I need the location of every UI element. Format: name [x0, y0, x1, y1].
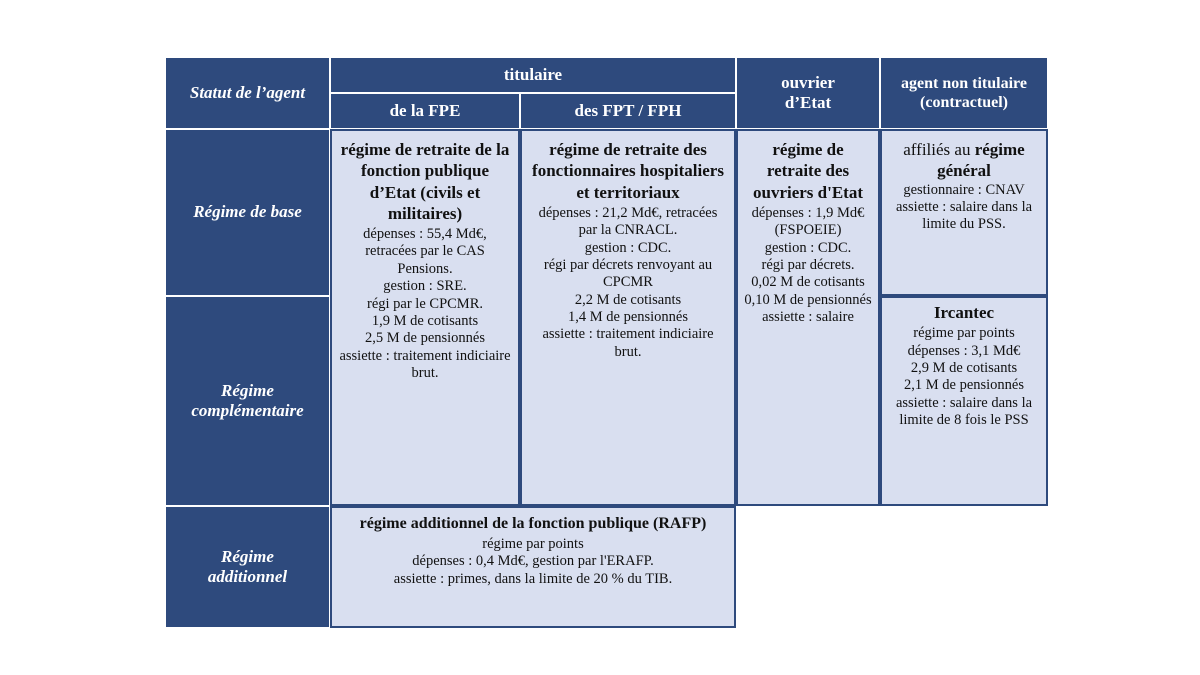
fpt-line: gestion : CDC. — [584, 239, 672, 256]
cell-ouvrier — [736, 129, 880, 506]
fpt-title: régime de retraite des fonctionnaires hospitaliers et territoriaux — [532, 140, 724, 202]
rafp-line: dépenses : 0,4 Md€, gestion par l'ERAFP. — [412, 553, 654, 570]
header-fpe — [330, 93, 520, 129]
fpt-line: dépenses : 21,2 Md€, retracées par la CNRACL. — [538, 204, 718, 239]
ouvrier-line: dépenses : 1,9 Md€ (FSPOEIE) — [751, 204, 865, 239]
ouvrier-line: assiette : salaire — [762, 309, 854, 326]
ouvrier-title: régime de retraite des ouvriers d'Etat — [752, 140, 864, 202]
non-titulaire-base-title — [888, 139, 1040, 182]
non-titulaire-base-line: gestionnaire : CNAV — [903, 181, 1025, 198]
header-fpt-fph — [520, 93, 736, 129]
cell-non-titulaire-base — [880, 129, 1048, 296]
ircantec-line: assiette : salaire dans la limite de 8 fois le PSS — [895, 394, 1033, 429]
ouvrier-line: gestion : CDC. — [764, 239, 852, 256]
fpe-line: régi par le CPCMR. — [367, 295, 483, 312]
non-titulaire-base-bold: régime général — [937, 140, 1025, 181]
row-label-additionnel-text: Régime additionnel — [207, 546, 288, 586]
fpt-line: 1,4 M de pensionnés — [567, 309, 688, 326]
header-non-titulaire-label: agent non titulaire (contractuel) — [901, 74, 1027, 111]
header-fpe-label: de la FPE — [389, 100, 461, 120]
fpt-line: assiette : traitement indiciaire brut. — [542, 326, 714, 360]
cell-fpe — [330, 129, 520, 506]
rafp-line: régime par points — [482, 536, 584, 552]
header-ouvrier-label: ouvrier d’Etat — [781, 72, 835, 112]
ircantec-title: Ircantec — [933, 303, 995, 322]
row-label-complementaire-text: Régime complémentaire — [191, 380, 304, 420]
row-label-complementaire — [165, 296, 330, 506]
row-label-base — [165, 129, 330, 296]
fpe-line: 1,9 M de cotisants — [371, 312, 479, 329]
header-statut — [165, 57, 330, 129]
fpe-line: 2,5 M de pensionnés — [364, 330, 485, 347]
header-non-titulaire — [880, 57, 1048, 129]
rafp-title: régime additionnel de la fonction publique (RAFP) — [359, 515, 707, 532]
header-titulaire-label: titulaire — [503, 64, 563, 84]
fpe-line: dépenses : 55,4 Md€, retracées par le CAS Pensions. — [363, 226, 487, 277]
fpe-line: assiette : traitement indiciaire brut. — [339, 347, 511, 382]
ouvrier-line: 0,02 M de cotisants — [751, 274, 865, 291]
ircantec-line: 2,9 M de cotisants — [910, 360, 1018, 377]
non-titulaire-base-prefix: affiliés au — [903, 140, 975, 159]
fpe-line: gestion : SRE. — [383, 278, 467, 295]
header-ouvrier — [736, 57, 880, 129]
cell-rafp — [330, 506, 736, 628]
header-statut-label: Statut de l’agent — [189, 82, 306, 102]
ircantec-line: dépenses : 3,1 Md€ — [907, 342, 1021, 359]
row-label-base-text: Régime de base — [193, 202, 302, 222]
ircantec-line: régime par points — [913, 325, 1015, 342]
row-label-additionnel — [165, 506, 330, 628]
header-fpt-fph-label: des FPT / FPH — [574, 100, 682, 120]
fpt-line: régi par décrets renvoyant au CPCMR — [543, 256, 713, 291]
fpe-title: régime de retraite de la fonction publique d’Etat (civils et militaires) — [340, 140, 510, 223]
cell-ircantec — [880, 296, 1048, 506]
rafp-line: assiette : primes, dans la limite de 20 % du TIB. — [393, 570, 673, 587]
cell-fpt-fph — [520, 129, 736, 506]
ircantec-line: 2,1 M de pensionnés — [903, 377, 1024, 394]
ouvrier-line: 0,10 M de pensionnés — [744, 291, 872, 308]
header-titulaire — [330, 57, 736, 93]
fpt-line: 2,2 M de cotisants — [574, 291, 682, 308]
non-titulaire-base-line: assiette : salaire dans la limite du PSS. — [895, 198, 1033, 233]
ouvrier-line: régi par décrets. — [761, 256, 855, 273]
